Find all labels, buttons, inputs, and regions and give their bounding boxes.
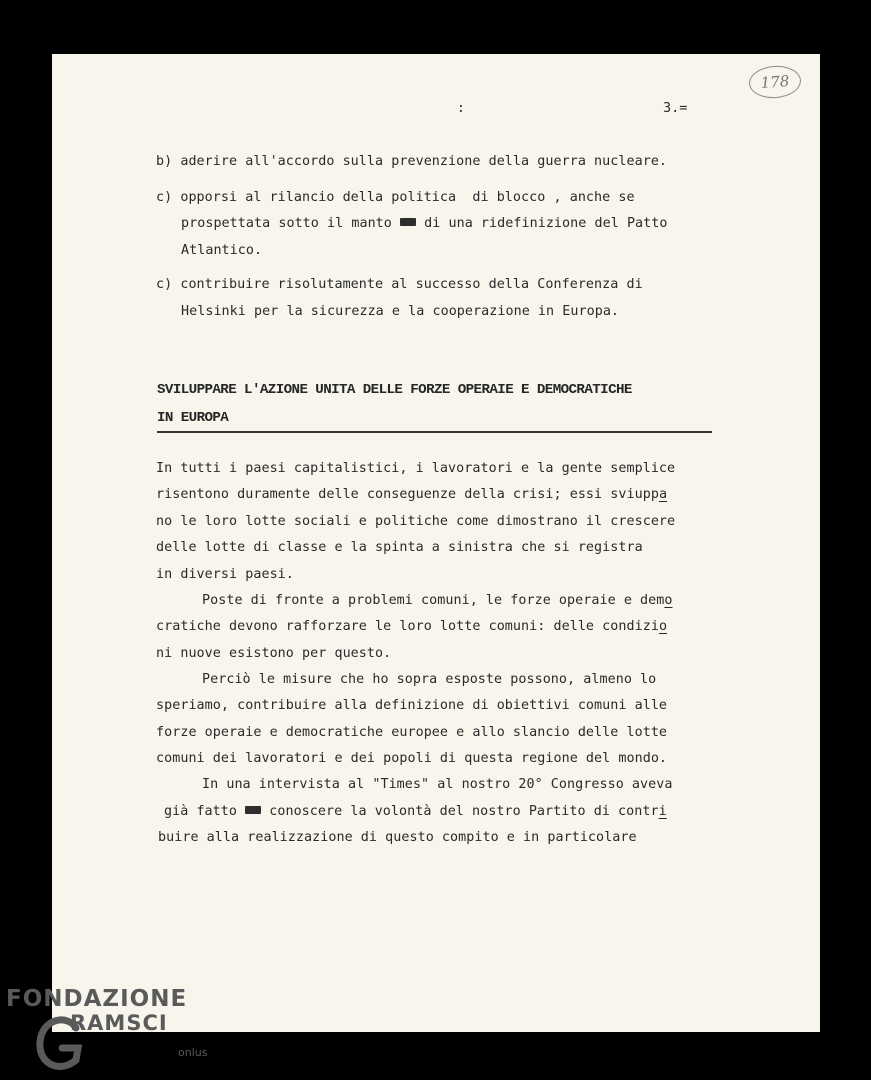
text-segment: prospettata sotto il manto [181, 216, 401, 231]
struck-out-text-mark [400, 218, 416, 226]
body-line: ni nuove esistono per questo. [156, 646, 392, 661]
body-line [164, 804, 667, 820]
list-item-c2-line2: Helsinki per la sicurezza e la cooperazione in Europa. [181, 304, 620, 319]
section-heading-line2: IN EUROPA [157, 410, 229, 426]
body-line: comuni dei lavoratori e dei popoli di questa regione del mondo. [156, 751, 668, 766]
underlined-letter: i [658, 804, 667, 819]
body-line: forze operaie e democratiche europee e allo slancio delle lotte [156, 725, 668, 740]
text-segment: cratiche devono rafforzare le loro lotte comuni: delle condizi [156, 619, 659, 634]
body-line [202, 593, 673, 609]
text-segment: già fatto [164, 804, 246, 819]
foundation-watermark [6, 986, 221, 1080]
body-line: speriamo, contribuire alla definizione di obiettivi comuni alle [156, 698, 668, 713]
text-segment: Poste di fronte a problemi comuni, le forze operaie e dem [202, 593, 665, 608]
body-line: In una intervista al "Times" al nostro 20° Congresso aveva [202, 777, 673, 792]
document-page [52, 54, 820, 1032]
text-segment: di una ridefinizione del Patto [416, 216, 668, 231]
body-line: delle lotte di classe e la spinta a sinistra che si registra [156, 540, 643, 555]
list-item-c2-line1: c) contribuire risolutamente al successo della Conferenza di [156, 277, 643, 292]
body-line: in diversi paesi. [156, 567, 294, 582]
page-number: 3.= [663, 100, 688, 116]
underlined-letter: a [658, 487, 668, 502]
watermark-line3: onlus [178, 1046, 208, 1059]
struck-out-text-mark [245, 806, 261, 814]
text-segment: risentono duramente delle conseguenze della crisi; essi sviupp [156, 487, 659, 502]
underlined-letter: o [664, 593, 673, 608]
underlined-letter: o [658, 619, 668, 634]
body-line [156, 619, 667, 635]
text-segment: conoscere la volontà del nostro Partito di contr [261, 804, 659, 819]
section-heading-line1: SVILUPPARE L'AZIONE UNITA DELLE FORZE OPERAIE E DEMOCRATICHE [157, 382, 632, 398]
list-item-c1-line1: c) opporsi al rilancio della politica di blocco , anche se [156, 190, 635, 205]
list-item-c1-line3: Atlantico. [181, 243, 263, 258]
body-line: Perciò le misure che ho sopra esposte possono, almeno lo [202, 672, 657, 687]
body-line: buire alla realizzazione di questo compito e in particolare [158, 830, 637, 845]
header-colon: : [457, 101, 465, 116]
body-line: no le loro lotte sociali e politiche come dimostrano il crescere [156, 514, 676, 529]
watermark-line2: RAMSCI [70, 1011, 168, 1035]
body-line [156, 487, 667, 503]
heading-underline [157, 431, 712, 433]
watermark-line1: FONDAZIONE [6, 986, 188, 1012]
list-item-b: b) aderire all'accordo sulla prevenzione della guerra nucleare. [156, 154, 668, 169]
body-line: In tutti i paesi capitalistici, i lavoratori e la gente semplice [156, 461, 676, 476]
archive-number-stamp: 178 [748, 64, 802, 100]
list-item-c1-line2 [181, 216, 668, 232]
